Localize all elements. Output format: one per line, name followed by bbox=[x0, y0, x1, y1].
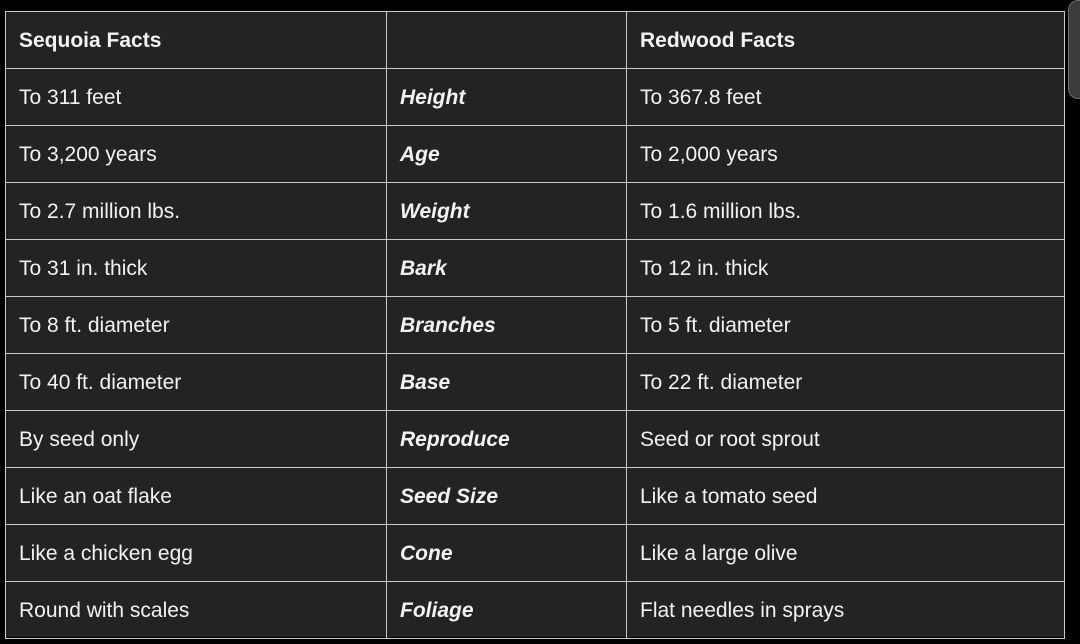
table-row bbox=[6, 69, 1065, 126]
redwood-cell: Like a large olive bbox=[627, 525, 1065, 582]
table-row bbox=[6, 468, 1065, 525]
table-row bbox=[6, 525, 1065, 582]
table-header-row bbox=[6, 12, 1065, 69]
attribute-cell: Height bbox=[387, 69, 627, 126]
sequoia-cell: To 31 in. thick bbox=[6, 240, 387, 297]
attribute-cell: Bark bbox=[387, 240, 627, 297]
redwood-cell: Flat needles in sprays bbox=[627, 582, 1065, 639]
attribute-cell: Base bbox=[387, 354, 627, 411]
comparison-table-container bbox=[5, 11, 1064, 637]
redwood-cell: To 5 ft. diameter bbox=[627, 297, 1065, 354]
attribute-cell: Reproduce bbox=[387, 411, 627, 468]
redwood-cell: To 367.8 feet bbox=[627, 69, 1065, 126]
attribute-cell: Weight bbox=[387, 183, 627, 240]
attribute-cell: Age bbox=[387, 126, 627, 183]
table-row bbox=[6, 240, 1065, 297]
sequoia-cell: To 311 feet bbox=[6, 69, 387, 126]
attribute-cell: Cone bbox=[387, 525, 627, 582]
table-row bbox=[6, 126, 1065, 183]
table-row bbox=[6, 354, 1065, 411]
redwood-cell: Like a tomato seed bbox=[627, 468, 1065, 525]
table-row bbox=[6, 297, 1065, 354]
sequoia-cell: By seed only bbox=[6, 411, 387, 468]
sequoia-cell: To 40 ft. diameter bbox=[6, 354, 387, 411]
redwood-cell: To 1.6 million lbs. bbox=[627, 183, 1065, 240]
sequoia-cell: To 8 ft. diameter bbox=[6, 297, 387, 354]
scrollbar-thumb[interactable] bbox=[1068, 0, 1080, 99]
attribute-cell: Foliage bbox=[387, 582, 627, 639]
redwood-cell: To 2,000 years bbox=[627, 126, 1065, 183]
redwood-cell: To 22 ft. diameter bbox=[627, 354, 1065, 411]
sequoia-cell: Like a chicken egg bbox=[6, 525, 387, 582]
header-sequoia-facts: Sequoia Facts bbox=[6, 12, 387, 69]
sequoia-cell: Round with scales bbox=[6, 582, 387, 639]
table-row bbox=[6, 411, 1065, 468]
header-attribute bbox=[387, 12, 627, 69]
redwood-cell: To 12 in. thick bbox=[627, 240, 1065, 297]
sequoia-redwood-comparison-table bbox=[5, 11, 1065, 639]
sequoia-cell: To 2.7 million lbs. bbox=[6, 183, 387, 240]
sequoia-cell: Like an oat flake bbox=[6, 468, 387, 525]
header-redwood-facts: Redwood Facts bbox=[627, 12, 1065, 69]
table-row bbox=[6, 582, 1065, 639]
redwood-cell: Seed or root sprout bbox=[627, 411, 1065, 468]
attribute-cell: Branches bbox=[387, 297, 627, 354]
sequoia-cell: To 3,200 years bbox=[6, 126, 387, 183]
attribute-cell: Seed Size bbox=[387, 468, 627, 525]
table-row bbox=[6, 183, 1065, 240]
